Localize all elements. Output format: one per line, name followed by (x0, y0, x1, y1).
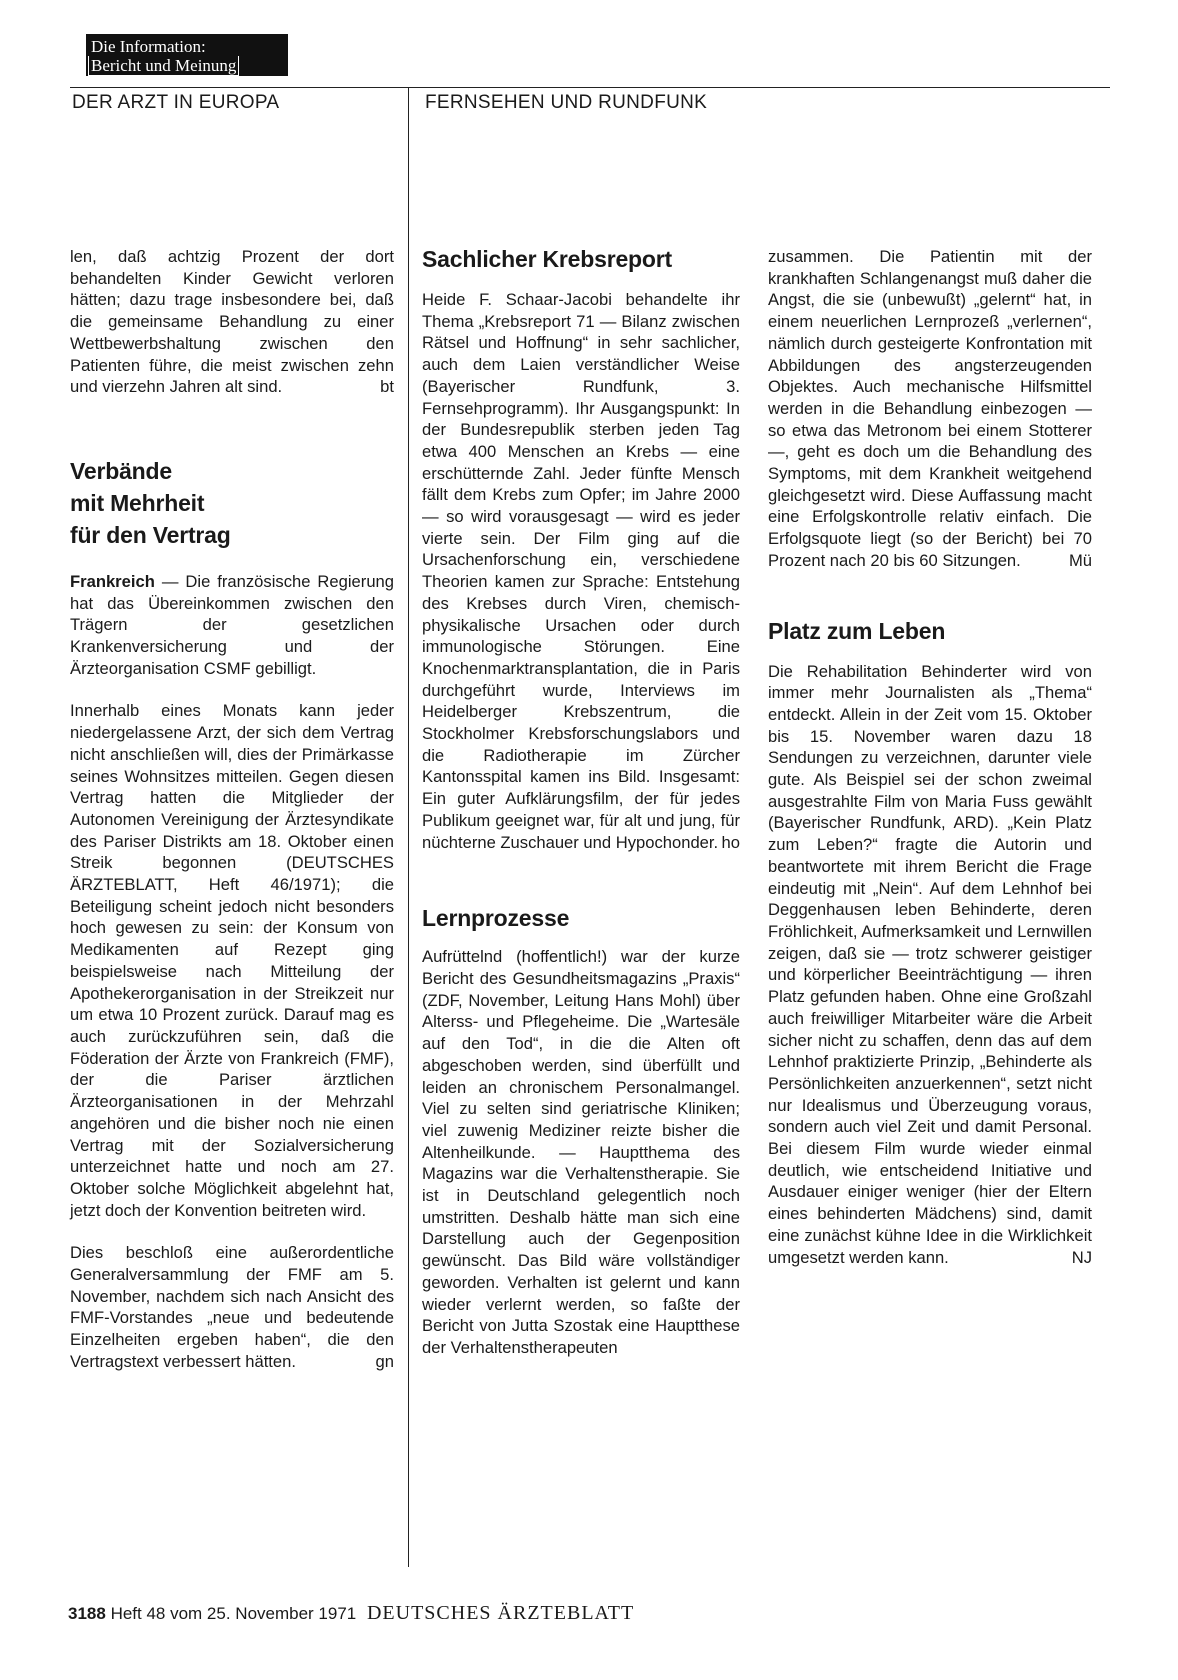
paragraph: Aufrüttelnd (hoffentlich!) war der kurze Bericht des Gesundheitsmagazins „Praxis“ (ZDF, November, Leitung Hans Mohl) über Alterss- und Pflegeheime. Die „Wartesäle auf den Tod“, in die die Alten oft abgeschoben werden, sind überfüllt und leiden an chronischem Personalmangel. Viel zu selten sind geriatrische Kliniken; viel zuwenig Mediziner reizte bisher die Altenheilkunde. — Hauptthema des Magazins war die Verhaltenstherapie. Sie ist in Deutschland gelegentlich noch umstritten. Deshalb hätte man sich eine Darstellung auch der Gegenposition gewünscht. Das Bild wäre vollständiger geworden. Verhalten ist gelernt und kann wieder verlernt werden, so faßte der Bericht von Jutta Szostak eine Hauptthese der Verhaltenstherapeuten (422, 947, 740, 1357)
paragraph: Innerhalb eines Monats kann jeder niedergelassene Arzt, der sich dem Vertrag nicht anschließen will, dies der Primärkasse seines Wohnsitzes mitteilen. Gegen diesen Vertrag hatten die Mitglieder der Autonomen Vereinigung der Ärztesyndikate des Pariser Distrikts am 18. Oktober einen Streik begonnen (DEUTSCHES ÄRZTEBLATT, Heft 46/1971); die Beteiligung scheint jedoch nicht besonders hoch gewesen zu sein: der Konsum von Medikamenten auf Rezept ging beispielsweise nach Mitteilung der Apothekerorganisation in der Streikzeit nur um etwa 10 Prozent zurück. Darauf mag es auch zurückzuführen sein, daß die Föderation der Ärzte von Frankreich (FMF), der die Pariser ärztlichen Ärzteorganisationen in der Mehrzahl angehören und die bisher noch nie einen Vertrag mit der Sozialversicherung unterzeichnet hatte und noch am 27. Oktober solche Möglichkeit abgelehnt hat, jetzt doch der Konvention beitreten wird. (70, 701, 394, 1220)
masthead-logo (86, 34, 288, 76)
masthead-line2: Bericht und Meinung (88, 56, 239, 76)
column-right (768, 246, 1092, 1289)
section-label-right: FERNSEHEN UND RUNDFUNK (425, 92, 708, 113)
header-rule (70, 87, 1110, 88)
journal-name: DEUTSCHES ÄRZTEBLATT (366, 1602, 635, 1624)
masthead-line1: Die Information: (91, 37, 206, 56)
article-heading: Platz zum Leben (768, 617, 946, 644)
paragraph: Frankreich — Die französische Regierung hat das Übereinkommen zwischen den Trägern der gesetzlichen Krankenversicherung und der Ärzteorganisation CSMF gebilligt. (70, 571, 394, 678)
article-heading: Lernprozesse (422, 905, 570, 932)
author-initials: ho (721, 832, 740, 852)
issue-info: Heft 48 vom 25. November 1971 (110, 1604, 357, 1623)
author-initials: Mü (1068, 550, 1092, 570)
column-divider (408, 87, 409, 1567)
paragraph: Dies beschloß eine außerordentliche Generalversammlung der FMF am 5. November, nachdem sich nach Ansicht des FMF-Vorstandes „neue und bedeutende Einzelheiten ergeben haben“, die den Vertragstext verbessert hätten. gn (70, 1243, 394, 1371)
paragraph: len, daß achtzig Prozent der dort behandelten Kinder Gewicht verloren hätten; dazu trage insbesondere bei, daß die gemeinsame Behandlung zu einer Wettbewerbshaltung zwischen den Patienten führe, die meist zwischen zehn und vierzehn Jahren alt sind. bt (70, 247, 394, 397)
page-number: 3188 (68, 1604, 106, 1623)
author-initials: gn (375, 1351, 394, 1371)
article-heading: Sachlicher Krebsreport (422, 246, 672, 272)
section-label-left: DER ARZT IN EUROPA (72, 92, 280, 113)
column-middle (422, 243, 740, 1380)
paragraph: zusammen. Die Patientin mit der krankhaften Schlangenangst muß daher die Angst, die sie (unbewußt) „gelernt“ hat, in einem neuerlichen Lernprozeß „verlernen“, nämlich durch gesteigerte Konfrontation mit Abbildungen des angsterzeugenden Objektes. Auch mechanische Hilfsmittel werden in die Behandlung einbezogen — so etwa das Metronom bei einem Stotterer —, geht es doch um die Behandlung des Symptoms, mit dem Krankheit weitgehend gleichgesetzt wird. Diese Auffassung macht eine Erfolgskontrolle relativ einfach. Die Erfolgsquote liegt (so der Bericht) bei 70 Prozent nach 20 bis 60 Sitzungen. Mü (768, 247, 1093, 570)
paragraph: Heide F. Schaar-Jacobi behandelte ihr Thema „Krebsreport 71 — Bilanz zwischen Rätsel und Hoffnung“ in sehr sachlicher, auch dem Laien verständlicher Weise (Bayerischer Rundfunk, 3. Fernsehprogramm). Ihr Ausgangspunkt: In der Bundesrepublik sterben jeden Tag etwa 400 Menschen an Krebs — eine erschütternde Zahl. Jeder fünfte Mensch fällt dem Krebs zum Opfer; im Jahre 2000 — so wird vorausgesagt — wird es jeder vierte sein. Der Film ging auf die Ursachenforschung ein, verschiedene Theorien kamen zur Sprache: Entstehung des Krebses durch Viren, chemisch-physikalische Ursachen oder durch immunologische Störungen. Eine Knochenmarktransplantation, die in Paris durchgeführt wurde, Interviews im Heidelberger Krebszentrum, die Stockholmer Krebsforschungslabors und die Radiotherapie im Zürcher Kantonsspital kamen ins Bild. Insgesamt: Ein guter Aufklärungsfilm, der für jedes Publikum geeignet war, für alt und jung, für nüchterne Zuschauer und Hypochonder. ho (422, 290, 740, 852)
author-initials: NJ (1071, 1247, 1092, 1267)
paragraph: Die Rehabilitation Behinderter wird von immer mehr Journalisten als „Thema“ entdeckt. Allein in der Zeit vom 15. Oktober bis 15. November waren dazu 18 Sendungen zu verzeichnen, darunter viele gute. Als Beispiel sei der schon zweimal ausgestrahlte Film von Maria Fuss gewählt (Bayerischer Rundfunk, ARD). „Kein Platz zum Leben?“ fragte die Autorin und beantwortete mit ihrem Bericht die Frage eindeutig mit „Nein“. Auf dem Lehnhof bei Deggenhausen leben Behinderte, deren Fröhlichkeit, Aufmerksamkeit und Lernwillen zeigen, daß sie — trotz schwerer geistiger und körperlicher Beeinträchtigung — ihren Platz gefunden haben. Ohne eine Großzahl auch freiwilliger Mitarbeiter wäre die Arbeit sicher nicht zu schaffen, denn das auf dem Lehnhof praktizierte Prinzip, „Behinderte als Persönlichkeiten anzuerkennen“, setzt nicht nur Idealismus und Überzeugung voraus, sondern auch viel Zeit und damit Personal. Bei diesem Film wurde wieder einmal deutlich, wie entscheidend Initiative und Ausdauer einiger weniger (hier der Eltern eines behinderten Mädchens) sind, damit eine zunächst kühne Idee in die Wirklichkeit umgesetzt werden kann. NJ (768, 661, 1092, 1267)
page-footer (68, 1602, 634, 1625)
column-left (70, 246, 394, 1394)
dateline: Frankreich (70, 571, 155, 591)
author-initials: bt (380, 377, 394, 397)
article-heading: Verbände mit Mehrheit für den Vertrag (70, 457, 231, 548)
